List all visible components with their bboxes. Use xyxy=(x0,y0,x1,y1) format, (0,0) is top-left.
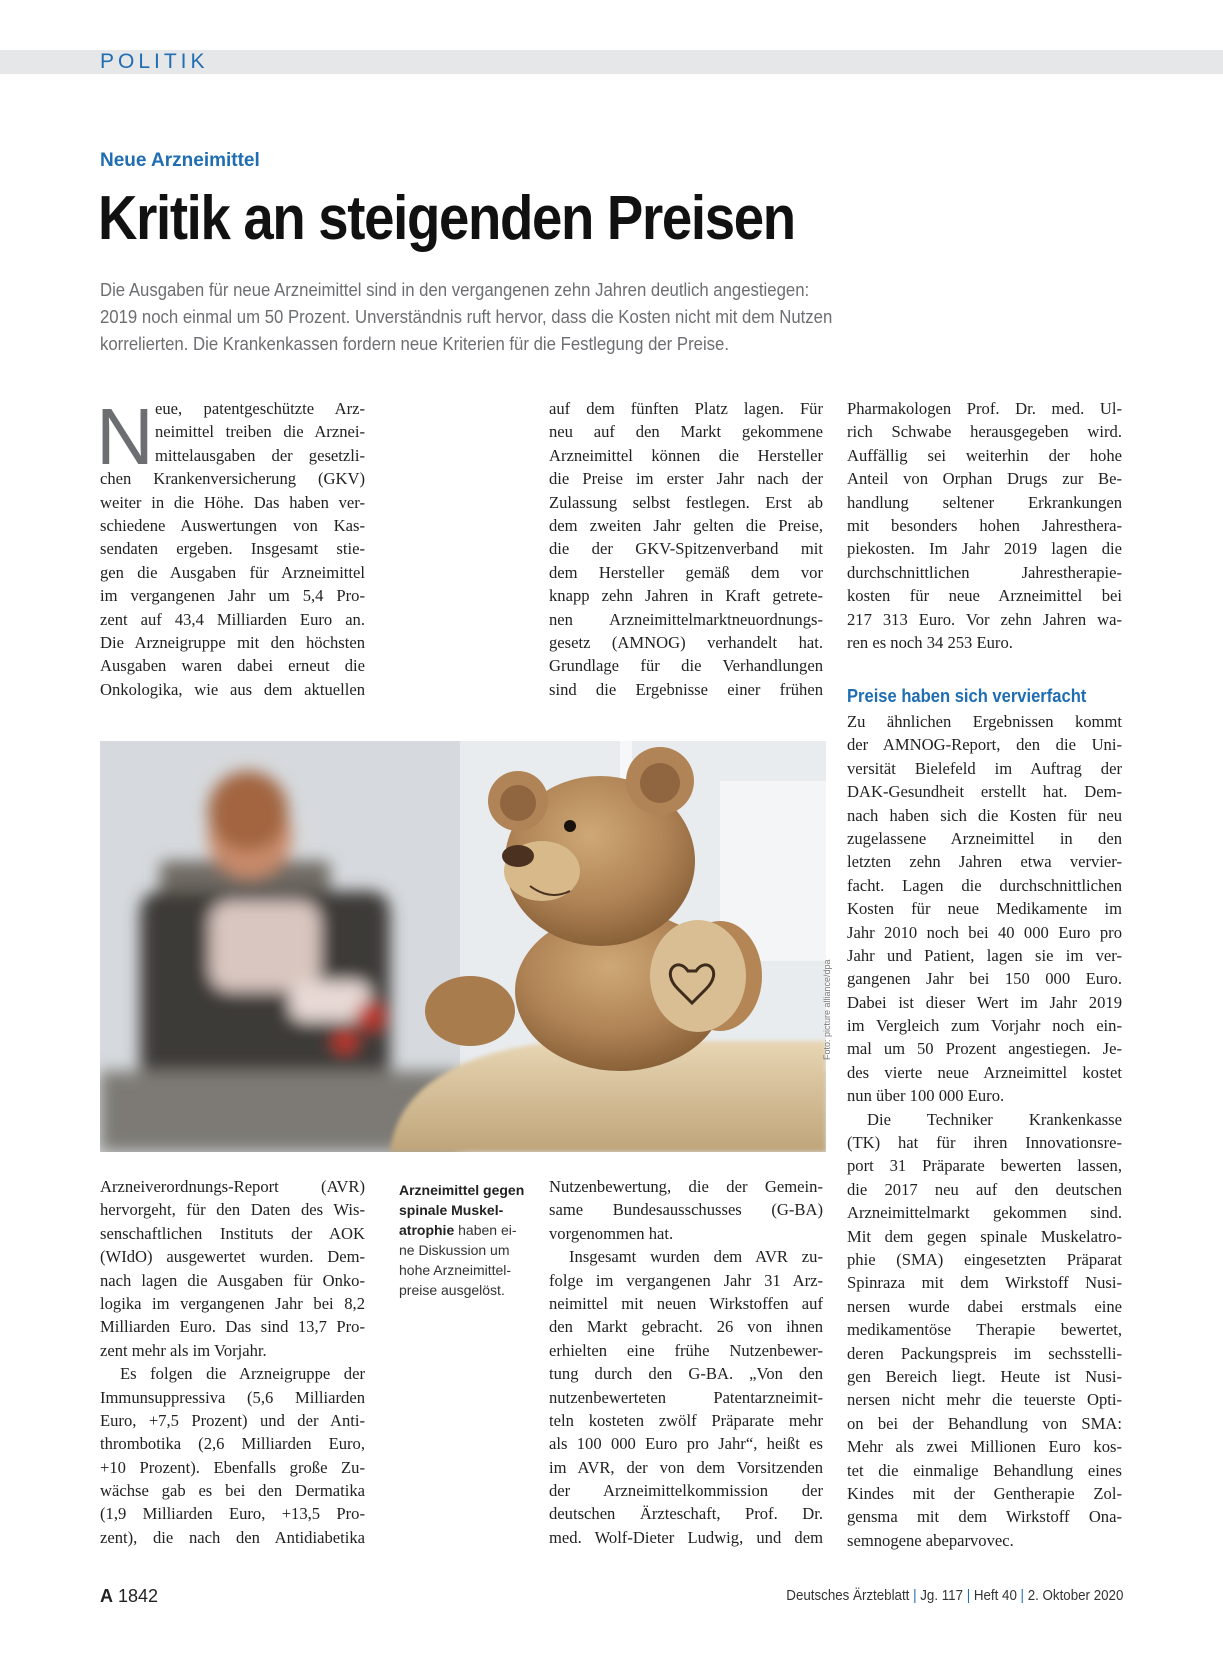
text-line: vorgenommen hat. xyxy=(549,1223,674,1243)
text-line: Spinraza mit dem Wirkstoff Nusi- xyxy=(847,1273,1122,1293)
text-line: neimittel mit neuen Wirkstoffen auf xyxy=(549,1293,823,1313)
article-lead xyxy=(100,277,980,358)
lead-line: Die Ausgaben für neue Arzneimittel sind in den vergangenen zehn Jahren deutlich angestiegen: xyxy=(100,280,810,300)
journal-issue: Heft 40 xyxy=(973,1588,1017,1604)
text-line: logika im vergangenen Jahr bei 8,2 xyxy=(100,1293,365,1313)
text-line: gensma mit dem Wirkstoff Ona- xyxy=(847,1507,1122,1527)
text-line: Es folgen die Arzneigruppe der xyxy=(120,1364,365,1384)
text-line: nutzenbewerteten Patentarzneimit- xyxy=(549,1387,823,1407)
text-line: im AVR, der von dem Vorsitzenden xyxy=(549,1457,823,1477)
text-line: mittelausgaben der gesetzli- xyxy=(155,445,365,465)
text-line: zent auf 43,4 Milliarden Euro an. xyxy=(100,609,365,629)
text-line: zent mehr als im Vorjahr. xyxy=(100,1340,267,1360)
text-line: 217 313 Euro. Vor zehn Jahren wa- xyxy=(847,609,1122,629)
text-line: mit besonders hohen Jahresthera- xyxy=(847,515,1122,535)
text-line: der AMNOG-Report, den die Uni- xyxy=(847,735,1122,755)
page-number xyxy=(100,1586,158,1607)
column-3-bottom xyxy=(847,710,1122,1552)
text-line: dem Hersteller gemäß dem vor xyxy=(549,562,823,582)
text-line: nersen nicht mehr die teuerste Opti- xyxy=(847,1390,1122,1410)
text-line: Die Techniker Krankenkasse xyxy=(867,1109,1122,1129)
text-line: dem zweiten Jahr gelten die Preise, xyxy=(549,515,823,535)
text-line: gesetz (AMNOG) verhandelt hat. xyxy=(549,632,823,652)
column-2-top xyxy=(549,397,823,701)
subheading: Preise haben sich vervierfacht xyxy=(847,686,1087,706)
text-line: senschaftlichen Instituts der AOK xyxy=(100,1223,365,1243)
journal-date: 2. Oktober 2020 xyxy=(1027,1588,1123,1604)
text-line: nersen wurde dabei erstmals eine xyxy=(847,1296,1122,1316)
text-line: hervorgeht, für den Daten des Wis- xyxy=(100,1200,365,1220)
text-line: port 31 Präparate bewerten lassen, xyxy=(847,1156,1122,1176)
text-line: DAK-Gesundheit erstellt hat. Dem- xyxy=(847,782,1122,802)
text-line: tung durch den G-BA. „Von den xyxy=(549,1364,823,1384)
text-line: knapp zehn Jahren in Kraft getrete- xyxy=(549,586,823,606)
drop-cap: N xyxy=(96,392,154,481)
text-line: die 2017 neu auf den deutschen xyxy=(847,1179,1122,1199)
text-line: als 100 000 Euro pro Jahr“, heißt es xyxy=(549,1434,823,1454)
caption-bold: Arzneimittel gegen spinale Muskel-atrophie xyxy=(399,1182,525,1238)
text-line: piekosten. Im Jahr 2019 lagen die xyxy=(847,539,1122,559)
text-line: medikamentöse Therapie bewertet, xyxy=(847,1320,1122,1340)
text-line: Arzneiverordnungs-Report (AVR) xyxy=(100,1177,365,1196)
text-line: handlung seltener Erkrankungen xyxy=(847,492,1122,512)
text-line: versität Bielefeld im Auftrag der xyxy=(847,758,1122,778)
text-line: nun über 100 000 Euro. xyxy=(847,1086,1005,1106)
text-line: nach haben sich die Kosten für neu xyxy=(847,805,1122,825)
column-1-top xyxy=(100,397,365,701)
text-line: den Markt gebracht. 26 von ihnen xyxy=(549,1317,823,1337)
text-line: Milliarden Euro. Das sind 13,7 Pro- xyxy=(100,1317,365,1337)
text-line: Immunsuppressiva (5,6 Milliarden xyxy=(100,1387,365,1407)
text-line: +10 Prozent). Ebenfalls große Zu- xyxy=(100,1457,365,1477)
text-line: mal um 50 Prozent angestiegen. Je- xyxy=(847,1039,1122,1059)
text-line: auf dem fünften Platz lagen. Für xyxy=(549,399,823,418)
text-line: Kosten für neue Medikamente im xyxy=(847,899,1122,919)
text-line: Arzneimittel können die Hersteller xyxy=(549,445,823,465)
text-line: nach lagen die Ausgaben für Onko- xyxy=(100,1270,365,1290)
lead-line: 2019 noch einmal um 50 Prozent. Unverständnis ruft hervor, dass die Kosten nicht mit dem Nutzen xyxy=(100,307,833,327)
text-line: tet die einmalige Behandlung eines xyxy=(847,1460,1122,1480)
text-line: letzten zehn Jahren etwa vervier- xyxy=(847,852,1122,872)
text-line: Onkologika, wie aus dem aktuellen xyxy=(100,679,365,699)
text-line: (TK) hat für ihren Innovationsre- xyxy=(847,1133,1122,1153)
text-line: erhielten eine frühe Nutzenbewer- xyxy=(549,1340,823,1360)
photo-caption xyxy=(399,1180,529,1300)
text-line: weiter in die Höhe. Das haben ver- xyxy=(100,492,365,512)
text-line: thrombotika (2,6 Milliarden Euro, xyxy=(100,1434,365,1454)
text-line: deren Packungspreis im sechsstelli- xyxy=(847,1343,1122,1363)
text-line: Zu ähnlichen Ergebnissen kommt xyxy=(847,712,1122,731)
text-line: Insgesamt wurden dem AVR zu- xyxy=(569,1247,823,1267)
text-line: Auffällig sei weiterhin der hohe xyxy=(847,445,1122,465)
text-line: folge im vergangenen Jahr 31 Arz- xyxy=(549,1270,823,1290)
text-line: gen Bereich liegt. Heute ist Nusi- xyxy=(847,1366,1122,1386)
text-line: Anteil von Orphan Drugs zur Be- xyxy=(847,469,1122,489)
text-line: Die Arzneigruppe mit den höchsten xyxy=(100,632,365,652)
text-line: gen die Ausgaben für Arzneimittel xyxy=(100,562,365,582)
journal-info: Deutsches Ärzteblatt | Jg. 117 | Heft 40 | 2. Oktober 2020 xyxy=(785,1588,1123,1604)
teddy-bear-photo xyxy=(100,741,826,1152)
column-2-bottom xyxy=(549,1175,823,1549)
text-line: sind die Ergebnisse einer frühen xyxy=(549,679,823,699)
text-line: eue, patentgeschützte Arz- xyxy=(155,399,365,418)
article-kicker: Neue Arzneimittel xyxy=(100,150,260,171)
photo-credit: Foto: picture alliance/dpa xyxy=(822,959,832,1060)
article-title: Kritik an steigenden Preisen xyxy=(98,184,795,253)
caption-text: haben ei-ne Diskussion um hohe Arzneimittel-preise ausgelöst. xyxy=(399,1222,517,1298)
photo-illustration xyxy=(100,741,826,1152)
text-line: Jahr 2010 noch bei 40 000 Euro pro xyxy=(847,922,1122,942)
text-line: (WIdO) ausgewertet wurden. Dem- xyxy=(100,1247,365,1267)
section-label: POLITIK xyxy=(100,50,209,73)
text-line: Pharmakologen Prof. Dr. med. Ul- xyxy=(847,399,1122,418)
text-line: die der GKV-Spitzenverband mit xyxy=(549,539,823,559)
text-line: same Bundesausschusses (G-BA) xyxy=(549,1200,823,1220)
text-line: chen Krankenversicherung (GKV) xyxy=(100,469,365,489)
text-line: facht. Lagen die durchschnittlichen xyxy=(847,875,1122,895)
text-line: teln kosteten zwölf Präparate mehr xyxy=(549,1410,823,1430)
text-line: Arzneimittelmarkt gekommen sind. xyxy=(847,1203,1122,1223)
text-line: nen Arzneimittelmarktneuordnungs- xyxy=(549,609,823,629)
text-line: Mit dem gegen spinale Muskelatro- xyxy=(847,1226,1122,1246)
text-line: im Vergleich zum Vorjahr noch ein- xyxy=(847,1016,1122,1036)
text-line: semnogene abeparvovec. xyxy=(847,1530,1014,1550)
text-line: kosten für neue Arzneimittel bei xyxy=(847,586,1122,606)
text-line: im vergangenen Jahr um 5,4 Pro- xyxy=(100,586,365,606)
text-line: neimittel treiben die Arznei- xyxy=(155,422,365,442)
text-line: die Preise im erster Jahr nach der xyxy=(549,469,823,489)
text-line: Zulassung selbst festlegen. Erst ab xyxy=(549,492,823,512)
page-number-value: 1842 xyxy=(118,1586,159,1606)
text-line: Jahr und Patient, lagen sie im ver- xyxy=(847,945,1122,965)
text-line: der Arzneimittelkommission der xyxy=(549,1481,823,1501)
text-line: Mehr als zwei Millionen Euro kos- xyxy=(847,1437,1122,1457)
text-line: zugelassene Arzneimittel in den xyxy=(847,828,1122,848)
text-line: (1,9 Milliarden Euro, +13,5 Pro- xyxy=(100,1504,365,1524)
text-line: phie (SMA) eingesetzten Präparat xyxy=(847,1249,1122,1269)
text-line: Kindes mit der Gentherapie Zol- xyxy=(847,1483,1122,1503)
text-line: sendaten ergeben. Insgesamt stie- xyxy=(100,539,365,559)
text-line: rich Schwabe herausgegeben wird. xyxy=(847,422,1122,442)
text-line: zent), die nach den Antidiabetika xyxy=(100,1527,365,1547)
text-line: Nutzenbewertung, die der Gemein- xyxy=(549,1177,823,1196)
text-line: Grundlage für die Verhandlungen xyxy=(549,656,823,676)
text-line: Ausgaben waren dabei erneut die xyxy=(100,656,365,676)
text-line: schiedene Auswertungen von Kas- xyxy=(100,515,365,535)
text-line: durchschnittlichen Jahrestherapie- xyxy=(847,562,1122,582)
text-line: Euro, +7,5 Prozent) und der Anti- xyxy=(100,1410,365,1430)
journal-volume: Jg. 117 xyxy=(919,1588,963,1604)
text-line: on bei der Behandlung von SMA: xyxy=(847,1413,1122,1433)
text-line: wächse gab es bei den Dermatika xyxy=(100,1481,365,1501)
lead-line: korrelierten. Die Krankenkassen fordern neue Kriterien für die Festlegung der Preise. xyxy=(100,334,730,354)
text-line: gangenen Jahr bei 150 000 Euro. xyxy=(847,969,1122,989)
column-1-bottom xyxy=(100,1175,365,1549)
page-prefix: A xyxy=(100,1586,113,1606)
text-line: neu auf den Markt gekommene xyxy=(549,422,823,442)
text-line: ren es noch 34 253 Euro. xyxy=(847,632,1013,652)
text-line: Dabei ist dieser Wert im Jahr 2019 xyxy=(847,992,1122,1012)
column-3-top xyxy=(847,397,1122,654)
text-line: deutschen Ärzteschaft, Prof. Dr. xyxy=(549,1504,823,1524)
journal-name: Deutsches Ärzteblatt xyxy=(785,1588,910,1604)
text-line: med. Wolf-Dieter Ludwig, und dem xyxy=(549,1527,823,1547)
text-line: des vierte neue Arzneimittel kostet xyxy=(847,1062,1122,1082)
